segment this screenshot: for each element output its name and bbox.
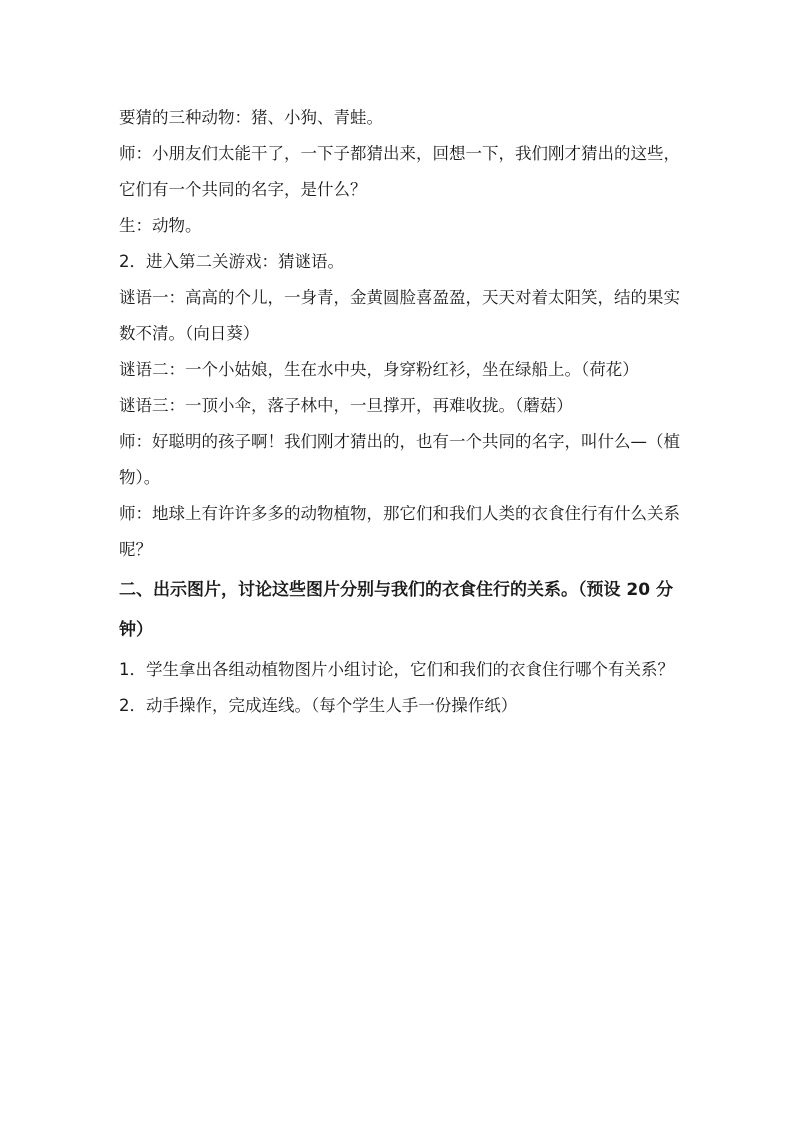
paragraph-teacher-plants: 师：好聪明的孩子啊！我们刚才猜出的，也有一个共同的名字，叫什么—（植物）。 — [119, 432, 680, 487]
paragraph-riddle-two: 谜语二：一个小姑娘，生在水中央，身穿粉红衫，坐在绿船上。（荷花） — [119, 360, 639, 379]
paragraph-student-answer: 生：动物。 — [119, 216, 202, 235]
document-body — [119, 100, 681, 724]
paragraph-step-one: 1．学生拿出各组动植物图片小组讨论，它们和我们的衣食住行哪个有关系？ — [119, 660, 674, 679]
paragraph-teacher-question-1: 师：小朋友们太能干了，一下子都猜出来，回想一下，我们刚才猜出的这些，它们有一个共同的名字，是什么？ — [119, 144, 680, 199]
paragraph-level-two: 2．进入第二关游戏：猜谜语。 — [119, 252, 344, 271]
section-heading-two: 二、出示图片，讨论这些图片分别与我们的衣食住行的关系。（预设 20 分钟） — [119, 580, 673, 640]
paragraph-step-two: 2．动手操作，完成连线。（每个学生人手一份操作纸） — [119, 696, 518, 715]
paragraph-riddle-one: 谜语一：高高的个儿，一身青，金黄圆脸喜盈盈，天天对着太阳笑，结的果实数不清。（向日葵） — [119, 288, 680, 343]
paragraph-teacher-question-2: 师：地球上有许许多多的动物植物，那它们和我们人类的衣食住行有什么关系呢？ — [119, 504, 680, 559]
paragraph-riddle-three: 谜语三：一顶小伞，落子林中，一旦撑开，再难收拢。（蘑菇） — [119, 396, 573, 415]
paragraph-animals-to-guess: 要猜的三种动物：猪、小狗、青蛙。 — [119, 108, 383, 127]
